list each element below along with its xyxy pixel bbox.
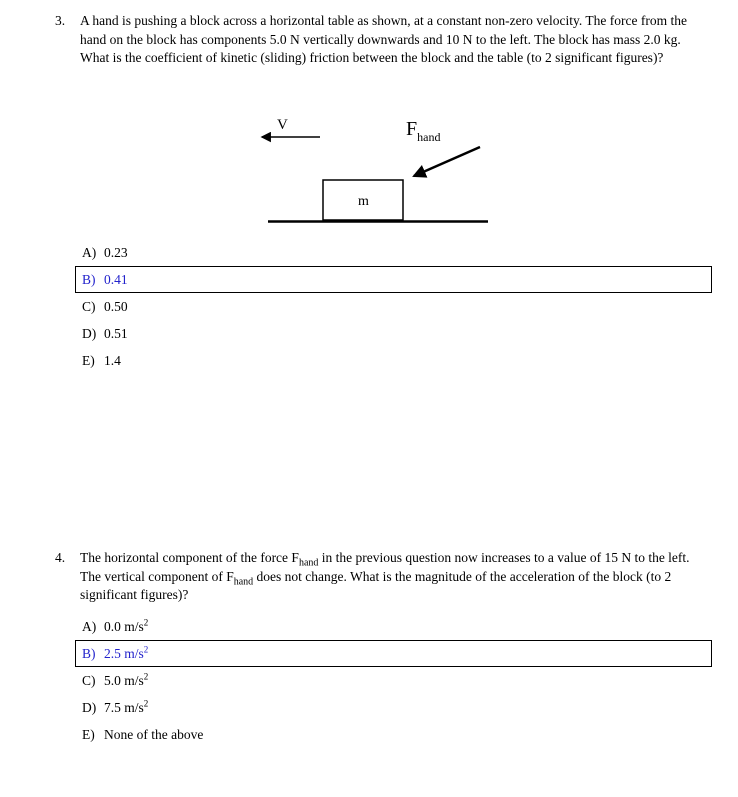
q4-text-part: in the previous question now increases to a value of 15 N to the left. The vertical component of F <box>80 550 690 584</box>
question-3-choices <box>75 239 712 374</box>
force-arrow <box>414 147 480 176</box>
choice-label: D) <box>82 699 97 715</box>
choice-text <box>104 700 148 716</box>
choice-q3-e <box>75 347 712 374</box>
choice-value: 2.5 m/s <box>104 645 144 661</box>
force-label-f: F <box>406 118 418 140</box>
choice-q4-b-selected <box>75 640 712 667</box>
choice-q4-c <box>75 667 712 694</box>
choice-value: 0.0 m/s <box>104 618 144 634</box>
choice-label: A) <box>82 244 97 260</box>
choice-value: None of the above <box>104 726 204 742</box>
choice-text <box>104 673 148 689</box>
choice-superscript: 2 <box>143 644 149 654</box>
choice-label: E) <box>82 726 95 742</box>
choice-label: B) <box>82 645 96 661</box>
choice-text: 1.4 <box>104 352 121 368</box>
choice-label: C) <box>82 298 96 314</box>
choice-superscript: 2 <box>143 671 149 681</box>
choice-text <box>104 727 203 743</box>
q4-fhand-subscript: hand <box>298 557 319 569</box>
choice-q4-d <box>75 694 712 721</box>
question-4-number: 4. <box>55 550 66 565</box>
choice-text: 0.51 <box>104 325 128 341</box>
question-4-choices <box>75 613 712 748</box>
choice-text: 0.50 <box>104 298 128 314</box>
force-diagram <box>228 103 518 233</box>
physics-diagram-svg <box>228 103 518 233</box>
choice-text <box>104 646 148 662</box>
block-label: m <box>358 194 369 209</box>
question-3-text: A hand is pushing a block across a horizontal table as shown, at a constant non-zero velocity. The force from the hand on the block has components 5.0 N vertically downwards and 10 N to the left. The block has mass 2.0 kg. What is the coefficient of kinetic (sliding) friction between the block and the table (to 2 significant figures)? <box>80 13 687 66</box>
choice-q3-a <box>75 239 712 266</box>
choice-label: B) <box>82 271 96 287</box>
choice-label: D) <box>82 325 97 341</box>
q4-fhand-subscript: hand <box>233 576 254 588</box>
choice-superscript: 2 <box>143 698 149 708</box>
choice-q3-b-selected <box>75 266 712 293</box>
choice-q3-d <box>75 320 712 347</box>
choice-superscript: 2 <box>143 617 149 627</box>
choice-text <box>104 619 148 635</box>
question-3 <box>55 12 705 68</box>
velocity-label: V <box>277 117 288 133</box>
q4-text-part: The horizontal component of the force F <box>80 550 299 565</box>
question-4 <box>55 549 705 605</box>
choice-value: 7.5 m/s <box>104 699 144 715</box>
question-3-number: 3. <box>55 13 66 28</box>
choice-q4-e <box>75 721 712 748</box>
choice-label: E) <box>82 352 95 368</box>
force-label-subscript: hand <box>417 130 441 144</box>
choice-q3-c <box>75 293 712 320</box>
choice-text: 0.23 <box>104 244 128 260</box>
force-label <box>406 118 440 144</box>
choice-text: 0.41 <box>104 271 128 287</box>
choice-label: C) <box>82 672 96 688</box>
q4-text-part: does not change. What is the magnitude of the acceleration of the block (to 2 significant figures)? <box>80 568 672 603</box>
question-4-text <box>80 549 705 605</box>
choice-q4-a <box>75 613 712 640</box>
choice-label: A) <box>82 618 97 634</box>
choice-value: 5.0 m/s <box>104 672 144 688</box>
